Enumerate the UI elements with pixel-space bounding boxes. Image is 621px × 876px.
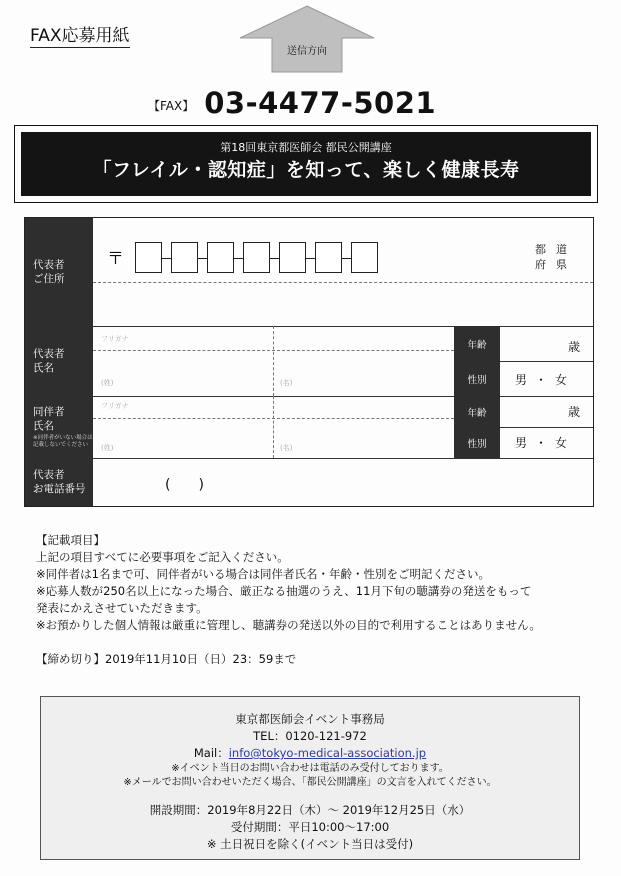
application-form: 代表者 ご住所 〒 都道 府県 代表者 氏名 フリガナ (姓) (名) 年齢 歳 性別 男・女 同伴者 氏名 ※同伴者がいない場合は 記載しないでください フリガナ (姓) (名) 年齢 歳 性別 男・女 代表者 お電話番号 ( ) — [24, 217, 594, 507]
office-name: 東京都医師会イベント事務局 — [235, 712, 385, 726]
rep-gender-label: 性別 — [454, 361, 500, 396]
zip-digit-box[interactable] — [315, 242, 342, 273]
notes-line: ※同伴者は1名まで可、同伴者がいる場合は同伴者氏名・年齢・性別をご明記ください。 — [36, 567, 490, 581]
companion-age-unit: 歳 — [568, 405, 581, 419]
companion-name-label: 同伴者 氏名 ※同伴者がいない場合は 記載しないでください — [25, 396, 93, 458]
notes-section — [36, 532, 596, 668]
banner-title: 「フレイル・認知症」を知って、楽しく健康長寿 — [92, 159, 520, 181]
zip-digit-box[interactable] — [171, 242, 198, 273]
send-direction-arrow-icon — [238, 4, 376, 74]
zip-digit-box[interactable] — [243, 242, 270, 273]
send-direction-label: 送信方向 — [287, 46, 327, 57]
rep-age-label: 年齢 — [454, 326, 500, 361]
office-mail-link[interactable]: info@tokyo-medical-association.jp — [228, 746, 427, 760]
contact-box — [40, 696, 580, 860]
prefecture-suffix: 都道 府県 — [535, 243, 577, 271]
notes-heading: 【記載項目】 — [36, 533, 105, 547]
zip-digit-box[interactable] — [135, 242, 162, 273]
address-label: 代表者 ご住所 — [25, 218, 93, 326]
open-period: 開設期間：2019年8月22日（木）～ 2019年12月25日（水） — [149, 803, 471, 817]
reception-hours: 受付期間：平日10:00～17:00 — [230, 820, 390, 834]
banner-subtitle: 第18回東京都医師会 都民公開講座 — [220, 141, 392, 154]
notes-line: 上記の項目すべてに必要事項をご記入ください。 — [36, 550, 289, 564]
phone-area-code-parens[interactable]: ( ) — [165, 477, 204, 493]
zip-digit-box[interactable] — [207, 242, 234, 273]
zip-digit-box[interactable] — [351, 242, 378, 273]
closed-days: ※ 土日祝日を除く(イベント当日は受付) — [206, 837, 414, 851]
fax-label: 【FAX】 — [148, 99, 195, 113]
fax-number: 03-4477-5021 — [204, 86, 437, 120]
office-mail-row: Mail：info@tokyo-medical-association.jp — [193, 746, 427, 760]
companion-age-label: 年齢 — [454, 396, 500, 427]
companion-gender-options[interactable]: 男・女 — [515, 436, 576, 450]
rep-gender-options[interactable]: 男・女 — [515, 373, 576, 387]
contact-note-1: ※イベント当日のお問い合わせは電話のみ受付しております。 — [171, 763, 449, 774]
notes-line: ※応募人数が250名以上になった場合、厳正なる抽選のうえ、11月下旬の聴講券の発送をもって — [36, 584, 532, 598]
document-title: FAX応募用紙 — [30, 26, 130, 46]
deadline: 【締め切り】2019年11月10日（日）23：59まで — [36, 652, 297, 666]
contact-note-2: ※メールでお問い合わせいただく場合、「都民公開講座」の文言を入れてください。 — [123, 777, 497, 788]
fax-row — [148, 86, 436, 120]
rep-name-label: 代表者 氏名 — [25, 326, 93, 396]
rep-age-unit: 歳 — [568, 340, 581, 354]
zip-digit-box[interactable] — [279, 242, 306, 273]
notes-line: 発表にかえさせていただきます。 — [36, 601, 208, 615]
companion-gender-label: 性別 — [454, 427, 500, 458]
event-banner — [14, 125, 598, 203]
phone-label: 代表者 お電話番号 — [25, 458, 93, 506]
office-tel: TEL：0120-121-972 — [253, 729, 367, 743]
postal-mark-icon: 〒 — [107, 249, 124, 269]
notes-line: ※お預かりした個人情報は厳重に管理し、聴講券の発送以外の目的で利用することはありません。 — [36, 618, 541, 632]
